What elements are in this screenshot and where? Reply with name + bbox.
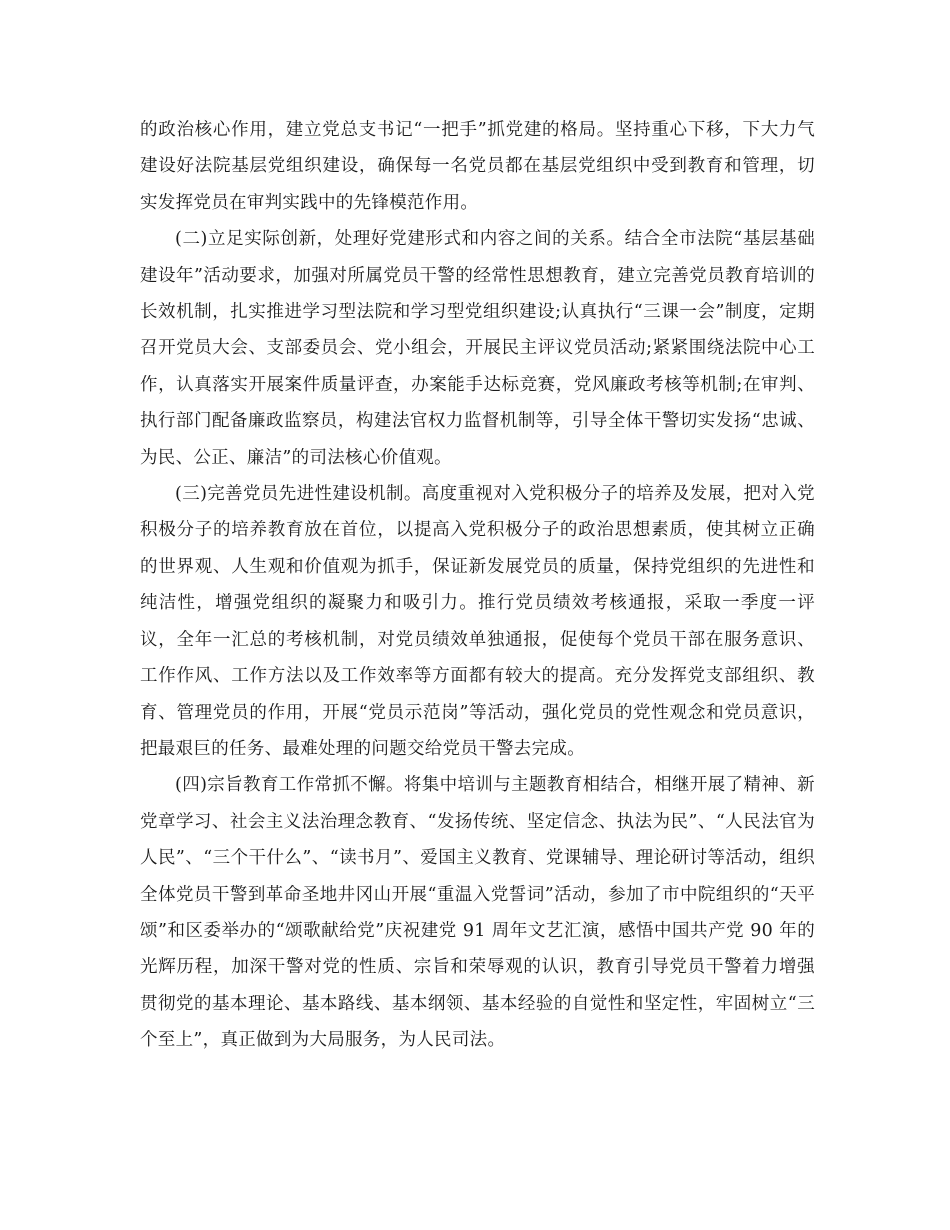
paragraph-continuation: 的政治核心作用，建立党总支书记“一把手”抓党建的格局。坚持重心下移，下大力气建设好法院基层党组织建设，确保每一名党员都在基层党组织中受到教育和管理，切实发挥党员在审判实践中的先锋模范作用。 [140,120,815,213]
paragraph-section-three: (三)完善党员先进性建设机制。高度重视对入党积极分子的培养及发展，把对入党积极分子的培养教育放在首位，以提高入党积极分子的政治思想素质，使其树立正确的世界观、人生观和价值观为抓手，保证新发展党员的质量，保持党组织的先进性和纯洁性，增强党组织的凝聚力和吸引力。推行党员绩效考核通报，采取一季度一评议，全年一汇总的考核机制，对党员绩效单独通报，促使每个党员干部在服务意识、工作作风、工作方法以及工作效率等方面都有较大的提高。充分发挥党支部组织、教育、管理党员的作用，开展“党员示范岗”等活动，强化党员的党性观念和党员意识，把最艰巨的任务、最难处理的问题交给党员干警去完成。 [140,484,815,759]
document-body [140,112,815,1059]
paragraph-section-four: (四)宗旨教育工作常抓不懈。将集中培训与主题教育相结合，相继开展了精神、新党章学习、社会主义法治理念教育、“发扬传统、坚定信念、执法为民”、“人民法官为人民”、“三个干什么”、“读书月”、爱国主义教育、党课辅导、理论研讨等活动，组织全体党员干警到革命圣地井冈山开展“重温入党誓词”活动，参加了市中院组织的“天平颂”和区委举办的“颂歌献给党”庆祝建党 91 周年文艺汇演，感悟中国共产党 90 年的光辉历程，加深干警对党的性质、宗旨和荣辱观的认识，教育引导党员干警着力增强贯彻党的基本理论、基本路线、基本纲领、基本经验的自觉性和坚定性，牢固树立“三个至上”，真正做到为大局服务，为人民司法。 [140,775,815,1051]
paragraph-section-two: (二)立足实际创新，处理好党建形式和内容之间的关系。结合全市法院“基层基础建设年”活动要求，加强对所属党员干警的经常性思想教育，建立完善党员教育培训的长效机制，扎实推进学习型法院和学习型党组织建设;认真执行“三课一会”制度，定期召开党员大会、支部委员会、党小组会，开展民主评议党员活动;紧紧围绕法院中心工作，认真落实开展案件质量评查，办案能手达标竞赛，党风廉政考核等机制;在审判、执行部门配备廉政监察员，构建法官权力监督机制等，引导全体干警切实发扬“忠诚、为民、公正、廉洁”的司法核心价值观。 [140,229,815,468]
